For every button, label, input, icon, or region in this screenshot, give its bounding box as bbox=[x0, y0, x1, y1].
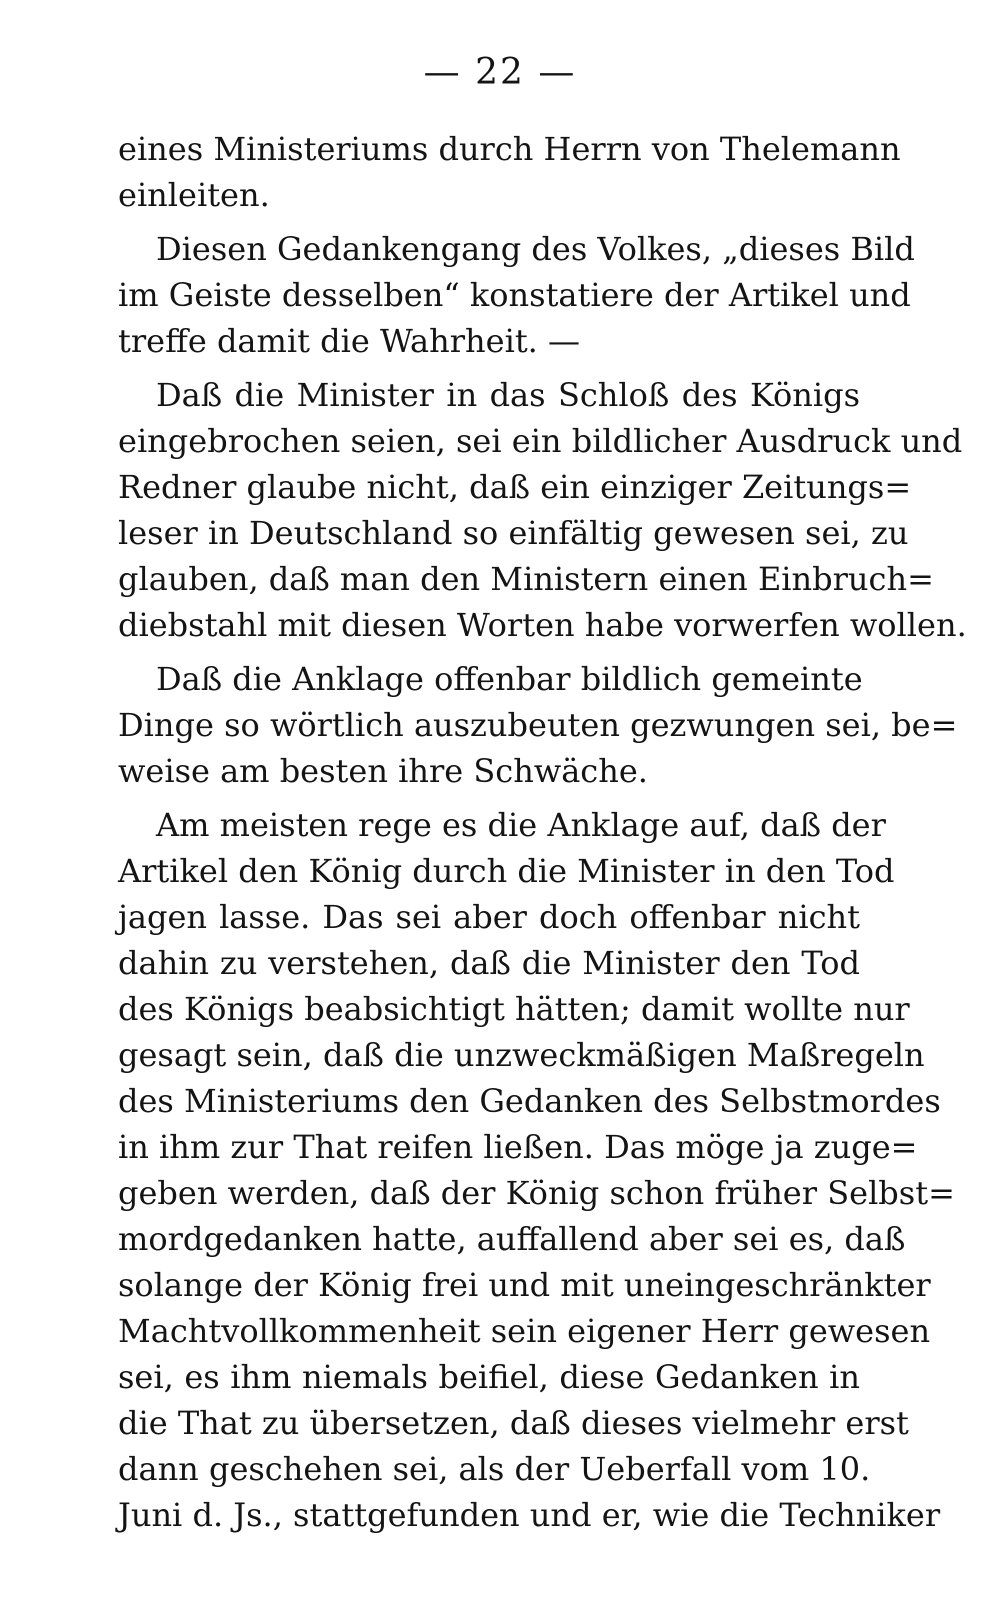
text-line: diebstahl mit diesen Worten habe vorwerfen wollen. bbox=[118, 606, 967, 644]
paragraph-3 bbox=[118, 372, 967, 648]
text-line: solange der König frei und mit uneingeschränkter bbox=[118, 1266, 931, 1304]
text-line: gesagt sein, daß die unzweckmäßigen Maßregeln bbox=[118, 1036, 925, 1074]
text-line: glauben, daß man den Ministern einen Einbruch= bbox=[118, 560, 934, 598]
text-line: eingebrochen seien, sei ein bildlicher Ausdruck und bbox=[118, 422, 963, 460]
page-number: — 22 — bbox=[423, 52, 577, 93]
text-line: dahin zu verstehen, daß die Minister den Tod bbox=[118, 944, 860, 982]
text-line: die That zu übersetzen, daß dieses vielmehr erst bbox=[118, 1404, 909, 1442]
text-line: eines Ministeriums durch Herrn von Thelemann bbox=[118, 130, 901, 168]
text-line: Dinge so wörtlich auszubeuten gezwungen sei, be= bbox=[118, 706, 958, 744]
paragraph-1 bbox=[118, 126, 901, 218]
paragraph-gap bbox=[118, 364, 860, 372]
text-line: Diesen Gedankengang des Volkes, „dieses Bild bbox=[156, 230, 915, 268]
text-line: geben werden, daß der König schon früher Selbst= bbox=[118, 1174, 955, 1212]
text-line: leser in Deutschland so einfältig gewesen sei, zu bbox=[118, 514, 909, 552]
text-line: Juni d. Js., stattgefunden und er, wie die Techniker bbox=[118, 1496, 941, 1534]
paragraph-gap bbox=[118, 794, 860, 802]
text-line: Redner glaube nicht, daß ein einziger Zeitungs= bbox=[118, 468, 912, 506]
paragraph-gap bbox=[118, 218, 860, 226]
text-line: jagen lasse. Das sei aber doch offenbar nicht bbox=[118, 898, 860, 936]
text-line: sei, es ihm niemals beifiel, diese Gedanken in bbox=[118, 1358, 860, 1396]
text-line: einleiten. bbox=[118, 176, 270, 214]
paragraph-gap bbox=[118, 648, 860, 656]
text-line: Machtvollkommenheit sein eigener Herr gewesen bbox=[118, 1312, 931, 1350]
body-text bbox=[118, 126, 967, 1538]
text-line: Am meisten rege es die Anklage auf, daß der bbox=[156, 806, 886, 844]
text-line: weise am besten ihre Schwäche. bbox=[118, 752, 648, 790]
text-line: des Ministeriums den Gedanken des Selbstmordes bbox=[118, 1082, 941, 1120]
text-line: treffe damit die Wahrheit. — bbox=[118, 322, 581, 360]
text-line: in ihm zur That reifen ließen. Das möge ja zuge= bbox=[118, 1128, 918, 1166]
paragraph-5 bbox=[118, 802, 955, 1538]
text-line: dann geschehen sei, als der Ueberfall vom 10. bbox=[118, 1450, 871, 1488]
paragraph-4 bbox=[118, 656, 958, 794]
text-line: des Königs beabsichtigt hätten; damit wollte nur bbox=[118, 990, 910, 1028]
text-line: Artikel den König durch die Minister in den Tod bbox=[118, 852, 895, 890]
paragraph-2 bbox=[118, 226, 915, 364]
text-line: Daß die Minister in das Schloß des Königs bbox=[156, 376, 860, 414]
text-line: im Geiste desselben“ konstatiere der Artikel und bbox=[118, 276, 911, 314]
text-line: Daß die Anklage offenbar bildlich gemeinte bbox=[156, 660, 863, 698]
text-line: mordgedanken hatte, auffallend aber sei es, daß bbox=[118, 1220, 906, 1258]
